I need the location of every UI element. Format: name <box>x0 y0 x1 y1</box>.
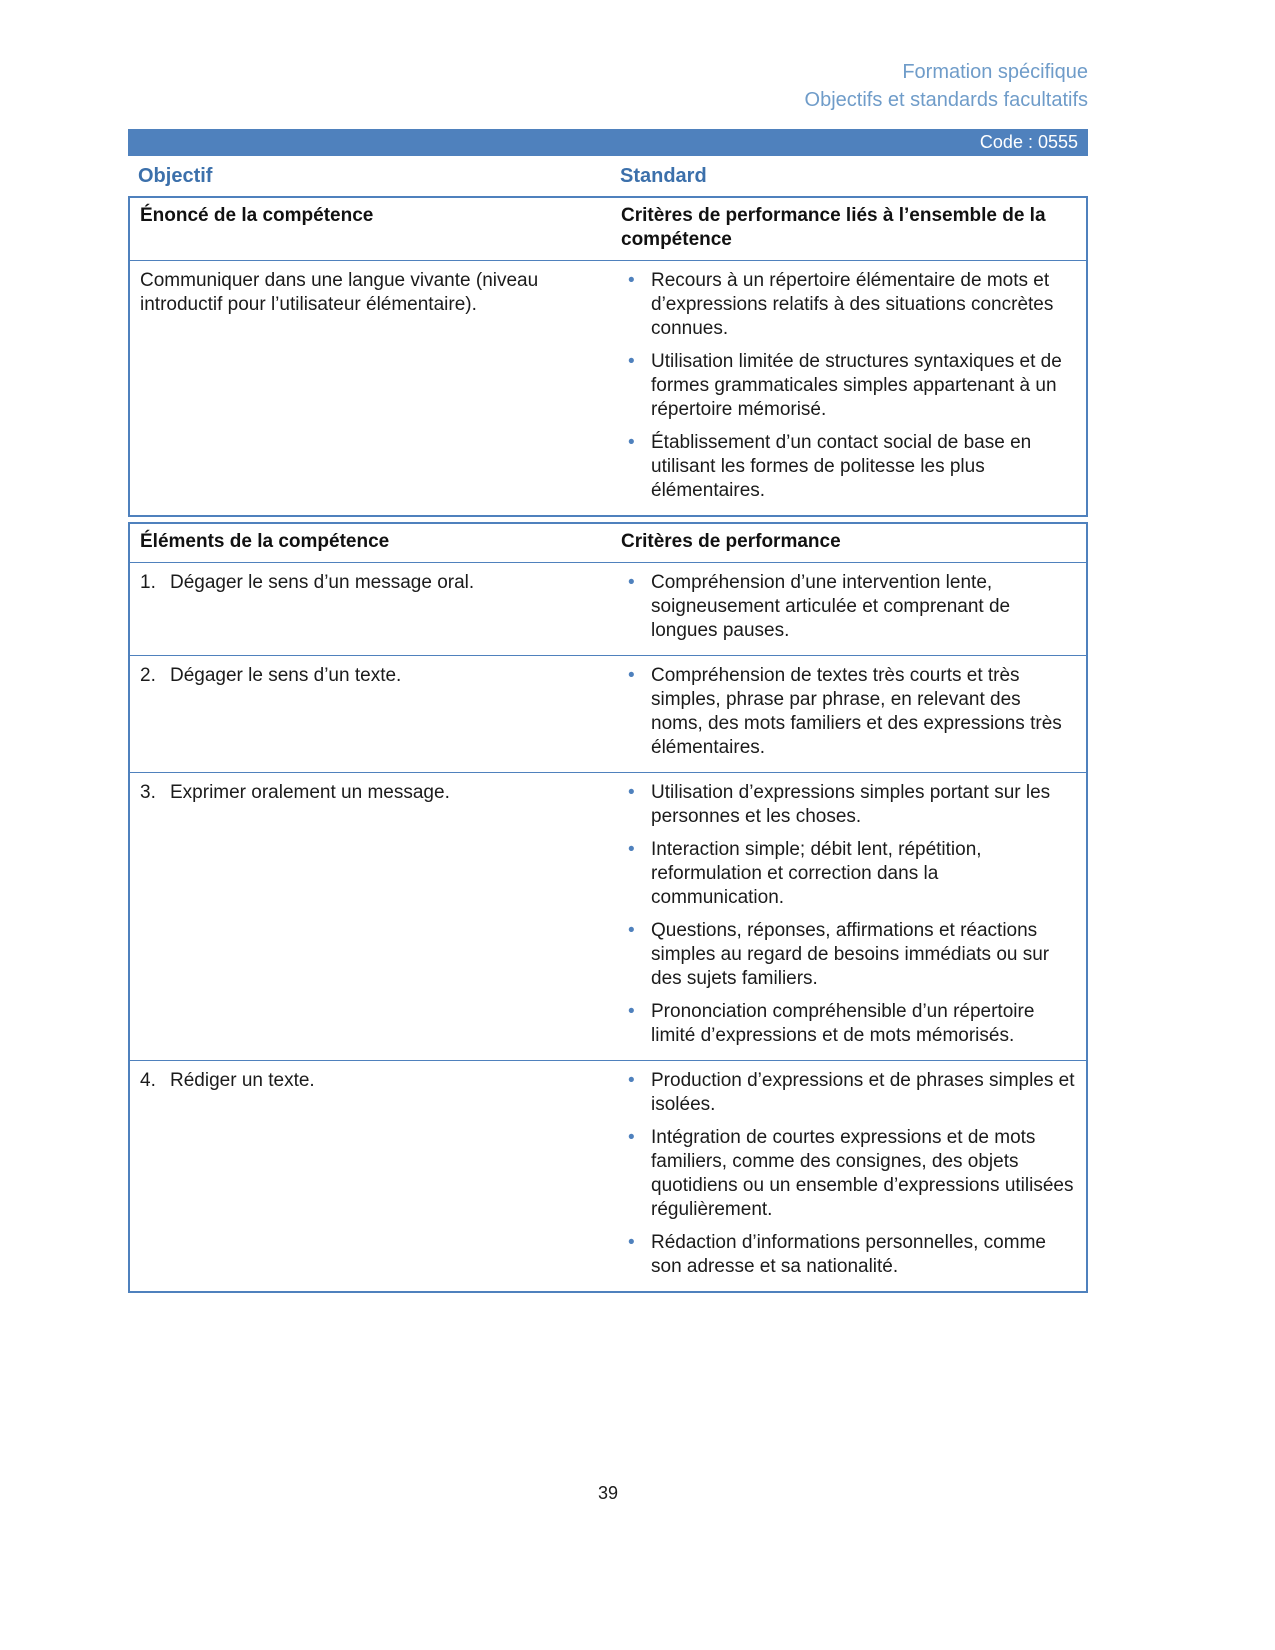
criteria-cell <box>607 773 1087 1061</box>
code-bar <box>128 129 1088 156</box>
criteria-cell <box>607 656 1087 773</box>
table-row <box>129 1061 1087 1293</box>
criteria-cell <box>607 1061 1087 1293</box>
criteria-list <box>621 1069 1076 1279</box>
code-label: Code : 0555 <box>979 132 1078 152</box>
table-row <box>129 261 1087 517</box>
page-content <box>128 0 1088 1293</box>
objectif-column-header: Objectif <box>138 165 213 187</box>
criteria-item: • Compréhension d’une intervention lente, soigneusement articulée et comprenant de longues pauses. <box>621 571 1076 643</box>
table-header-row <box>129 197 1087 261</box>
standard-column-header: Standard <box>620 165 707 187</box>
header-line-2: Objectifs et standards facultatifs <box>804 89 1088 111</box>
table-row <box>129 656 1087 773</box>
competency-statement-table <box>128 196 1088 517</box>
criteria-header-cell: Critères de performance liés à l’ensemble de la compétence <box>621 205 1046 250</box>
element-cell <box>129 563 607 656</box>
criteria-cell <box>607 261 1087 517</box>
element-number: 2. <box>140 665 156 686</box>
header-line-1: Formation spécifique <box>902 61 1088 83</box>
element-number: 1. <box>140 572 156 593</box>
table-header-row <box>129 523 1087 563</box>
criteria-item: • Prononciation compréhensible d’un répertoire limité d’expressions et de mots mémorisés. <box>621 1000 1076 1048</box>
criteria-item: • Recours à un répertoire élémentaire de mots et d’expressions relatifs à des situations concrètes connues. <box>621 269 1076 341</box>
element-text: Dégager le sens d’un message oral. <box>170 572 475 593</box>
element-text: Dégager le sens d’un texte. <box>170 665 402 686</box>
element-number: 4. <box>140 1070 156 1091</box>
element-entry <box>140 571 591 595</box>
criteria-item: • Utilisation limitée de structures syntaxiques et de formes grammaticales simples appartenant à un répertoire mémorisé. <box>621 350 1076 422</box>
element-cell <box>129 773 607 1061</box>
criteria-item: • Utilisation d’expressions simples portant sur les personnes et les choses. <box>621 781 1076 829</box>
criteria-cell <box>607 563 1087 656</box>
criteria-list <box>621 781 1076 1048</box>
document-header <box>128 0 1088 114</box>
element-number: 3. <box>140 782 156 803</box>
criteria-list <box>621 571 1076 643</box>
table-row <box>129 773 1087 1061</box>
table-row <box>129 563 1087 656</box>
criteria-item: • Compréhension de textes très courts et très simples, phrase par phrase, en relevant des noms, des mots familiers et des expressions très élémentaires. <box>621 664 1076 760</box>
criteria-item: • Rédaction d’informations personnelles, comme son adresse et sa nationalité. <box>621 1231 1076 1279</box>
column-headers <box>128 165 1088 188</box>
competency-elements-table <box>128 522 1088 1293</box>
criteria-list <box>621 664 1076 760</box>
statement-cell: Communiquer dans une langue vivante (niveau introductif pour l’utilisateur élémentaire). <box>129 261 607 517</box>
criteria-item: • Questions, réponses, affirmations et réactions simples au regard de besoins immédiats ou sur des sujets familiers. <box>621 919 1076 991</box>
criteria-list <box>621 269 1076 503</box>
element-cell <box>129 656 607 773</box>
page-number: 39 <box>597 1483 619 1503</box>
criteria-item: • Interaction simple; débit lent, répétition, reformulation et correction dans la communication. <box>621 838 1076 910</box>
element-text: Rédiger un texte. <box>170 1070 315 1091</box>
element-text: Exprimer oralement un message. <box>170 782 450 803</box>
elements-header-cell: Éléments de la compétence <box>140 531 390 552</box>
criteria-item: • Établissement d’un contact social de base en utilisant les formes de politesse les plus élémentaires. <box>621 431 1076 503</box>
criteria-item: • Intégration de courtes expressions et de mots familiers, comme des consignes, des objets quotidiens ou un ensemble d’expressions utilisées régulièrement. <box>621 1126 1076 1222</box>
criteria-item: • Production d’expressions et de phrases simples et isolées. <box>621 1069 1076 1117</box>
element-entry <box>140 1069 591 1093</box>
performance-header-cell: Critères de performance <box>621 531 841 552</box>
element-cell <box>129 1061 607 1293</box>
element-entry <box>140 664 591 688</box>
element-entry <box>140 781 591 805</box>
statement-header-cell: Énoncé de la compétence <box>140 205 374 226</box>
